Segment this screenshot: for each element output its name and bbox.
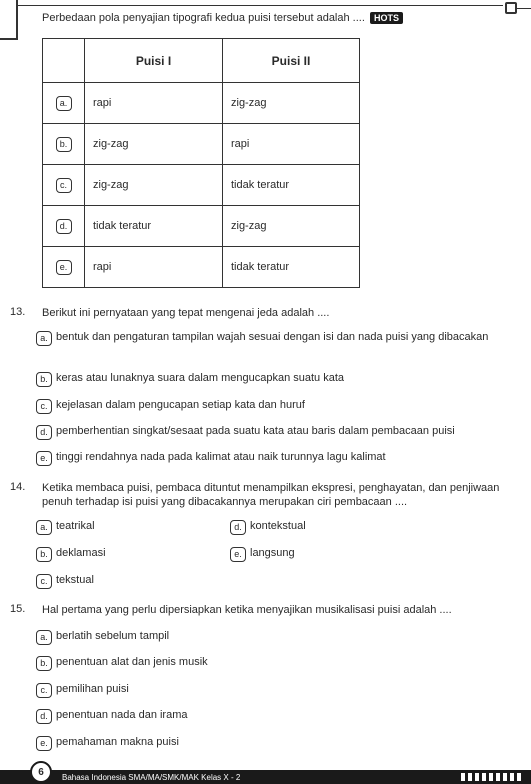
- table-row[interactable]: [43, 83, 360, 124]
- answer-option[interactable]: [36, 331, 508, 346]
- option-badge[interactable]: a.: [36, 331, 52, 346]
- option-badge[interactable]: e.: [36, 736, 52, 751]
- option-badge[interactable]: c.: [36, 574, 52, 589]
- table-row[interactable]: [43, 247, 360, 288]
- option-text: bentuk dan pengaturan tampilan wajah sesuai dengan isi dan nada puisi yang dibacakan: [56, 331, 489, 343]
- option-badge[interactable]: c.: [36, 683, 52, 698]
- table-cell: tidak teratur: [85, 206, 223, 247]
- answer-option[interactable]: [36, 683, 129, 698]
- option-badge[interactable]: d.: [56, 219, 72, 234]
- question-text: Berikut ini pernyataan yang tepat mengenai jeda adalah ....: [42, 307, 330, 319]
- option-text: pemahaman makna puisi: [56, 736, 179, 748]
- option-badge[interactable]: c.: [36, 399, 52, 414]
- table-cell: zig-zag: [85, 124, 223, 165]
- option-text: pemilihan puisi: [56, 683, 129, 695]
- table-cell: zig-zag: [223, 83, 360, 124]
- option-badge[interactable]: b.: [36, 656, 52, 671]
- answer-option[interactable]: [36, 630, 169, 645]
- hots-badge: HOTS: [370, 12, 403, 24]
- footer-text: Bahasa Indonesia SMA/MA/SMK/MAK Kelas X - 2: [62, 773, 241, 782]
- option-badge[interactable]: c.: [56, 178, 72, 193]
- top-right-rule: [517, 8, 531, 9]
- intro-text: Perbedaan pola penyajian tipografi kedua puisi tersebut adalah ....: [42, 12, 365, 24]
- option-text: deklamasi: [56, 547, 106, 559]
- page-number: 6: [30, 761, 52, 783]
- table-cell: rapi: [85, 83, 223, 124]
- table-cell: tidak teratur: [223, 247, 360, 288]
- table-header-puisi-2: Puisi II: [223, 39, 360, 83]
- option-badge[interactable]: a.: [36, 520, 52, 535]
- option-badge[interactable]: b.: [56, 137, 72, 152]
- table-row[interactable]: [43, 124, 360, 165]
- question-text: Hal pertama yang perlu dipersiapkan ketika menyajikan musikalisasi puisi adalah ....: [42, 604, 452, 616]
- question-number: 14.: [10, 481, 26, 493]
- answer-option[interactable]: [36, 547, 106, 562]
- table-header-row: [43, 39, 360, 83]
- answer-option[interactable]: [36, 709, 188, 724]
- table-row[interactable]: [43, 165, 360, 206]
- answer-option[interactable]: [36, 372, 508, 387]
- option-text: langsung: [250, 547, 295, 559]
- option-badge[interactable]: e.: [230, 547, 246, 562]
- answer-option[interactable]: [230, 520, 306, 535]
- option-text: kontekstual: [250, 520, 306, 532]
- option-badge[interactable]: d.: [36, 709, 52, 724]
- answer-option[interactable]: [36, 736, 179, 751]
- table-cell: zig-zag: [223, 206, 360, 247]
- question-text: Ketika membaca puisi, pembaca dituntut menampilkan ekspresi, penghayatan, dan penjiwaan penuh terhadap isi puisi yang dibacakannya merupakan ciri pembacaan ....: [42, 482, 500, 508]
- question-number: 13.: [10, 306, 26, 318]
- comparison-table: [42, 38, 360, 288]
- footer-stripe-decoration: [461, 773, 521, 781]
- option-badge[interactable]: e.: [36, 451, 52, 466]
- answer-option[interactable]: [36, 574, 94, 589]
- table-cell: zig-zag: [85, 165, 223, 206]
- table-header-blank: [43, 39, 85, 83]
- option-text: keras atau lunaknya suara dalam mengucapkan suatu kata: [56, 372, 345, 384]
- option-badge[interactable]: b.: [36, 547, 52, 562]
- option-badge[interactable]: d.: [36, 425, 52, 440]
- option-badge[interactable]: a.: [36, 630, 52, 645]
- answer-option[interactable]: [36, 656, 208, 671]
- table-cell: rapi: [85, 247, 223, 288]
- question-number: 15.: [10, 603, 26, 615]
- answer-option[interactable]: [36, 399, 508, 414]
- answer-option[interactable]: [36, 451, 508, 466]
- answer-option[interactable]: [36, 520, 95, 535]
- question-intro: [42, 12, 512, 24]
- option-text: berlatih sebelum tampil: [56, 630, 170, 642]
- option-text: tinggi rendahnya nada pada kalimat atau naik turunnya lagu kalimat: [56, 451, 386, 463]
- answer-option[interactable]: [36, 425, 508, 440]
- option-badge[interactable]: a.: [56, 96, 72, 111]
- table-row[interactable]: [43, 206, 360, 247]
- answer-option[interactable]: [230, 547, 295, 562]
- table-cell: tidak teratur: [223, 165, 360, 206]
- option-badge[interactable]: b.: [36, 372, 52, 387]
- option-text: pemberhentian singkat/sesaat pada suatu kata atau baris dalam pembacaan puisi: [56, 425, 455, 437]
- option-badge[interactable]: d.: [230, 520, 246, 535]
- option-text: penentuan alat dan jenis musik: [56, 656, 208, 668]
- corner-decoration: [0, 0, 18, 40]
- table-cell: rapi: [223, 124, 360, 165]
- table-header-puisi-1: Puisi I: [85, 39, 223, 83]
- top-rule: [18, 5, 503, 6]
- option-text: teatrikal: [56, 520, 95, 532]
- option-text: penentuan nada dan irama: [56, 709, 188, 721]
- option-text: kejelasan dalam pengucapan setiap kata dan huruf: [56, 399, 305, 411]
- option-text: tekstual: [56, 574, 94, 586]
- option-badge[interactable]: e.: [56, 260, 72, 275]
